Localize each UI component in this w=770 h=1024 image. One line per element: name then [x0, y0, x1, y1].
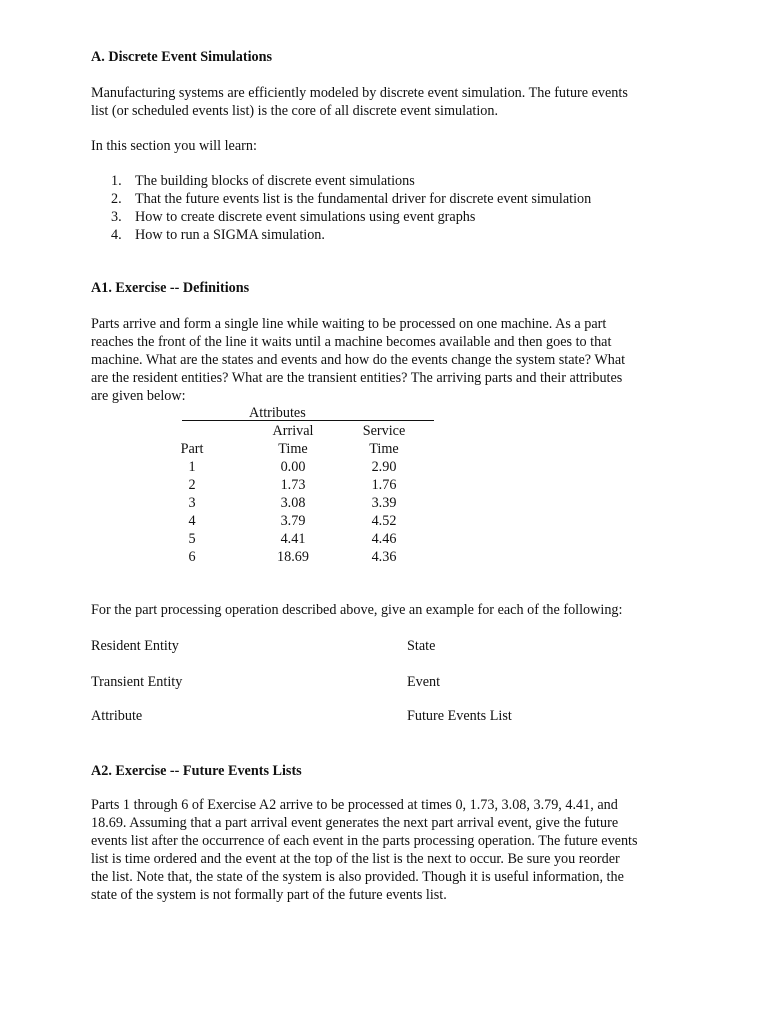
cell-service: 1.76	[371, 477, 397, 493]
a1-prompt: For the part processing operation described above, give an example for each of the following:	[91, 602, 623, 618]
body-line: 18.69. Assuming that a part arrival event generates the next part arrival event, give the future	[91, 815, 619, 831]
body-line: list is time ordered and the event at the top of the list is the next to occur. Be sure you reorder	[91, 851, 620, 867]
col-arrival-header: Time	[278, 441, 308, 457]
cell-arrival: 1.73	[280, 477, 306, 493]
list-item: 2. That the future events list is the fundamental driver for discrete event simulation	[111, 191, 592, 207]
learn-list	[111, 172, 591, 244]
term-future-events-list: Future Events List	[407, 708, 512, 724]
cell-arrival: 3.79	[280, 513, 306, 529]
list-item: 1. The building blocks of discrete event simulations	[111, 173, 415, 189]
body-line: Parts 1 through 6 of Exercise A2 arrive to be processed at times 0, 1.73, 3.08, 3.79, 4.41, and	[91, 797, 618, 813]
body-line: are the resident entities? What are the transient entities? The arriving parts and their attributes	[91, 370, 623, 386]
cell-part: 4	[188, 513, 196, 529]
cell-part: 5	[188, 531, 196, 547]
col-part-header: Part	[180, 441, 204, 457]
cell-part: 1	[188, 459, 196, 475]
cell-part: 3	[188, 495, 196, 511]
cell-service: 4.46	[371, 531, 397, 547]
col-service-header: Time	[369, 441, 399, 457]
section-a1-heading: A1. Exercise -- Definitions	[91, 280, 250, 296]
list-item: 3. How to create discrete event simulations using event graphs	[111, 209, 476, 225]
term-resident-entity: Resident Entity	[91, 638, 179, 654]
term-transient-entity: Transient Entity	[91, 674, 183, 690]
learn-intro: In this section you will learn:	[91, 138, 257, 154]
cell-arrival: 4.41	[280, 531, 306, 547]
cell-service: 2.90	[371, 459, 397, 475]
term-attribute: Attribute	[91, 708, 143, 724]
body-line: state of the system is not formally part of the future events list.	[91, 887, 447, 903]
col-service-header: Service	[362, 423, 406, 439]
section-a-intro	[91, 84, 691, 120]
body-line: Parts arrive and form a single line while waiting to be processed on one machine. As a part	[91, 316, 607, 332]
cell-service: 4.36	[371, 549, 397, 565]
section-a-heading: A. Discrete Event Simulations	[91, 49, 273, 65]
cell-arrival: 18.69	[277, 549, 309, 565]
intro-line: list (or scheduled events list) is the core of all discrete event simulation.	[91, 103, 498, 119]
term-state: State	[407, 638, 436, 654]
table-header-rule	[182, 420, 434, 421]
section-a1-body	[91, 315, 691, 405]
body-line: are given below:	[91, 388, 186, 404]
body-line: the list. Note that, the state of the system is also provided. Though it is useful information, the	[91, 869, 624, 885]
term-event: Event	[407, 674, 441, 690]
body-line: machine. What are the states and events and how do the events change the system state? What	[91, 352, 626, 368]
section-a2-body	[91, 796, 691, 904]
list-item: 4. How to run a SIGMA simulation.	[111, 227, 325, 243]
intro-line: Manufacturing systems are efficiently modeled by discrete event simulation. The future events	[91, 85, 628, 101]
cell-service: 4.52	[371, 513, 397, 529]
cell-arrival: 3.08	[280, 495, 306, 511]
cell-part: 2	[188, 477, 196, 493]
table-group-header: Attributes	[249, 405, 306, 421]
cell-arrival: 0.00	[280, 459, 306, 475]
cell-service: 3.39	[371, 495, 397, 511]
body-line: events list after the occurrence of each event in the parts processing operation. The future events	[91, 833, 638, 849]
col-arrival-header: Arrival	[272, 423, 314, 439]
cell-part: 6	[188, 549, 196, 565]
body-line: reaches the front of the line it waits until a machine becomes available and then goes to that	[91, 334, 612, 350]
section-a2-heading: A2. Exercise -- Future Events Lists	[91, 763, 302, 779]
